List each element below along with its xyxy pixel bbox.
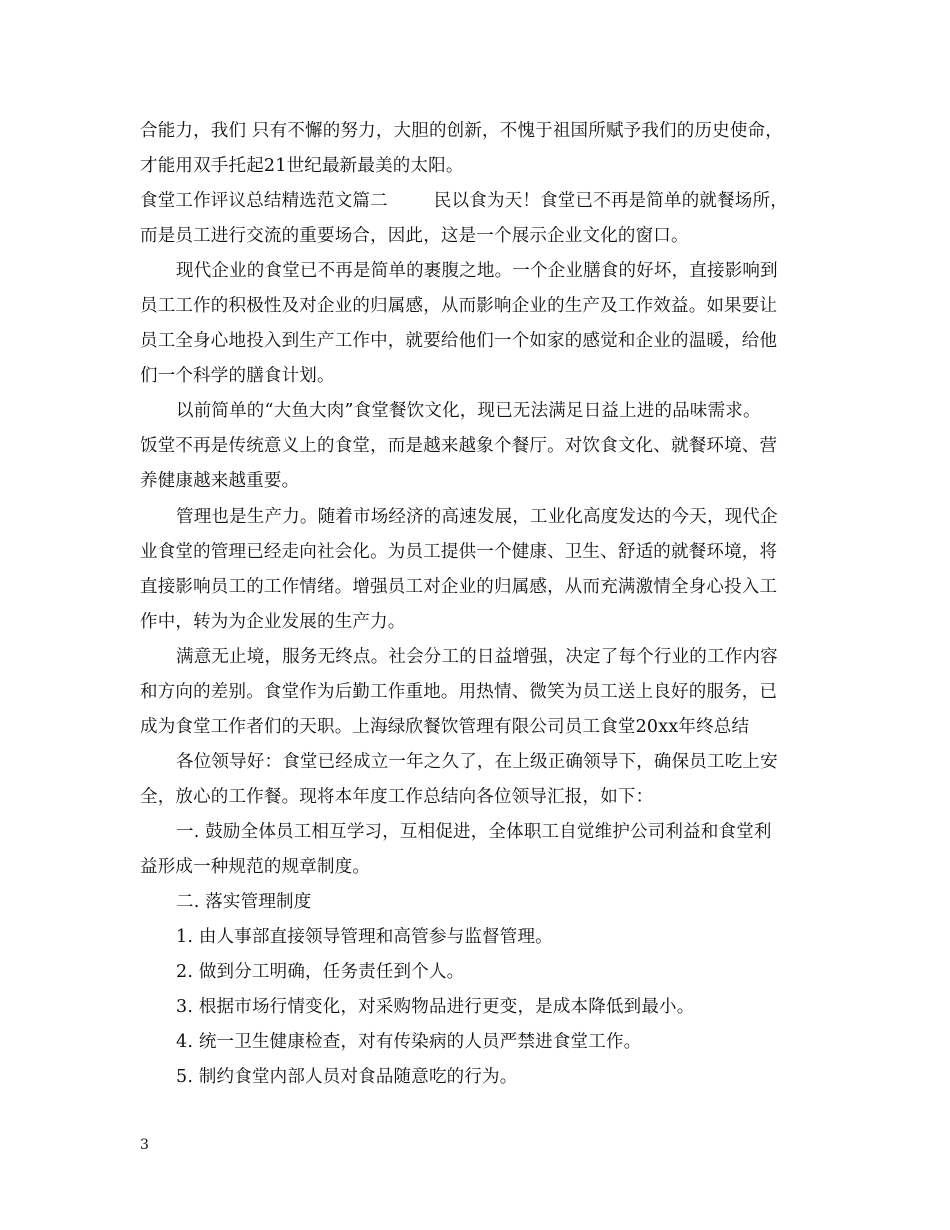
text-line: 员工全身心地投入到生产工作中，就要给他们一个如家的感觉和企业的温暖，给他	[140, 331, 778, 351]
text-line: 以前简单的“大鱼大肉”食堂餐饮文化，现已无法满足日益上进的品味需求。	[176, 401, 761, 421]
text-line: 满意无止境，服务无终点。社会分工的日益增强，决定了每个行业的工作内容	[176, 647, 778, 667]
text-line: 作中，转为为企业发展的生产力。	[140, 612, 406, 632]
text-line: 现代企业的食堂已不再是简单的裹腹之地。一个企业膳食的好坏，直接影响到	[176, 261, 778, 281]
page-number: 3	[140, 1137, 149, 1153]
text-line: 养健康越来越重要。	[140, 471, 300, 491]
text-line: 和方向的差别。食堂作为后勤工作重地。用热情、微笑为员工送上良好的服务，已	[140, 682, 778, 702]
text-line: 管理也是生产力。随着市场经济的高速发展，工业化高度发达的今天，现代企	[176, 507, 778, 527]
text-line: 合能力，我们 只有不懈的努力，大胆的创新，不愧于祖国所赋予我们的历史使命，	[140, 121, 783, 141]
text-line: 各位领导好：食堂已经成立一年之久了，在上级正确领导下，确保员工吃上安	[176, 752, 778, 772]
list-item: 2. 做到分工明确，任务责任到个人。	[176, 962, 465, 982]
text-line: 饭堂不再是传统意义上的食堂，而是越来越象个餐厅。对饮食文化、就餐环境、营	[140, 436, 778, 456]
text-line: 益形成一种规范的规章制度。	[140, 857, 371, 877]
list-item: 5. 制约食堂内部人员对食品随意吃的行为。	[176, 1067, 518, 1087]
list-item: 1. 由人事部直接领导管理和高管参与监督管理。	[176, 927, 553, 947]
text-line: 才能用双手托起21世纪最新最美的太阳。	[140, 156, 464, 176]
text-line: 们一个科学的膳食计划。	[140, 366, 335, 386]
text-line: 成为食堂工作者们的天职。上海绿欣餐饮管理有限公司员工食堂20xx年终总结	[140, 717, 750, 737]
text-line: 全，放心的工作餐。现将本年度工作总结向各位领导汇报，如下：	[140, 787, 654, 807]
text-line: 业食堂的管理已经走向社会化。为员工提供一个健康、卫生、舒适的就餐环境，将	[140, 542, 778, 562]
list-heading: 一. 鼓励全体员工相互学习，互相促进，全体职工自觉维护公司利益和食堂利	[176, 822, 772, 842]
text-line: 而是员工进行交流的重要场合，因此，这是一个展示企业文化的窗口。	[140, 226, 689, 246]
text-line: 员工工作的积极性及对企业的归属感，从而影响企业的生产及工作效益。如果要让	[140, 296, 778, 316]
list-item: 4. 统一卫生健康检查，对有传染病的人员严禁进食堂工作。	[176, 1032, 642, 1052]
list-heading: 二. 落实管理制度	[176, 892, 312, 912]
text-line: 直接影响员工的工作情绪。增强员工对企业的归属感，从而充满激情全身心投入工	[140, 577, 778, 597]
list-item: 3. 根据市场行情变化，对采购物品进行更变，是成本降低到最小。	[176, 997, 695, 1017]
text-line: 食堂工作评议总结精选范文篇二 民以食为天！食堂已不再是简单的就餐场所，	[140, 191, 788, 211]
